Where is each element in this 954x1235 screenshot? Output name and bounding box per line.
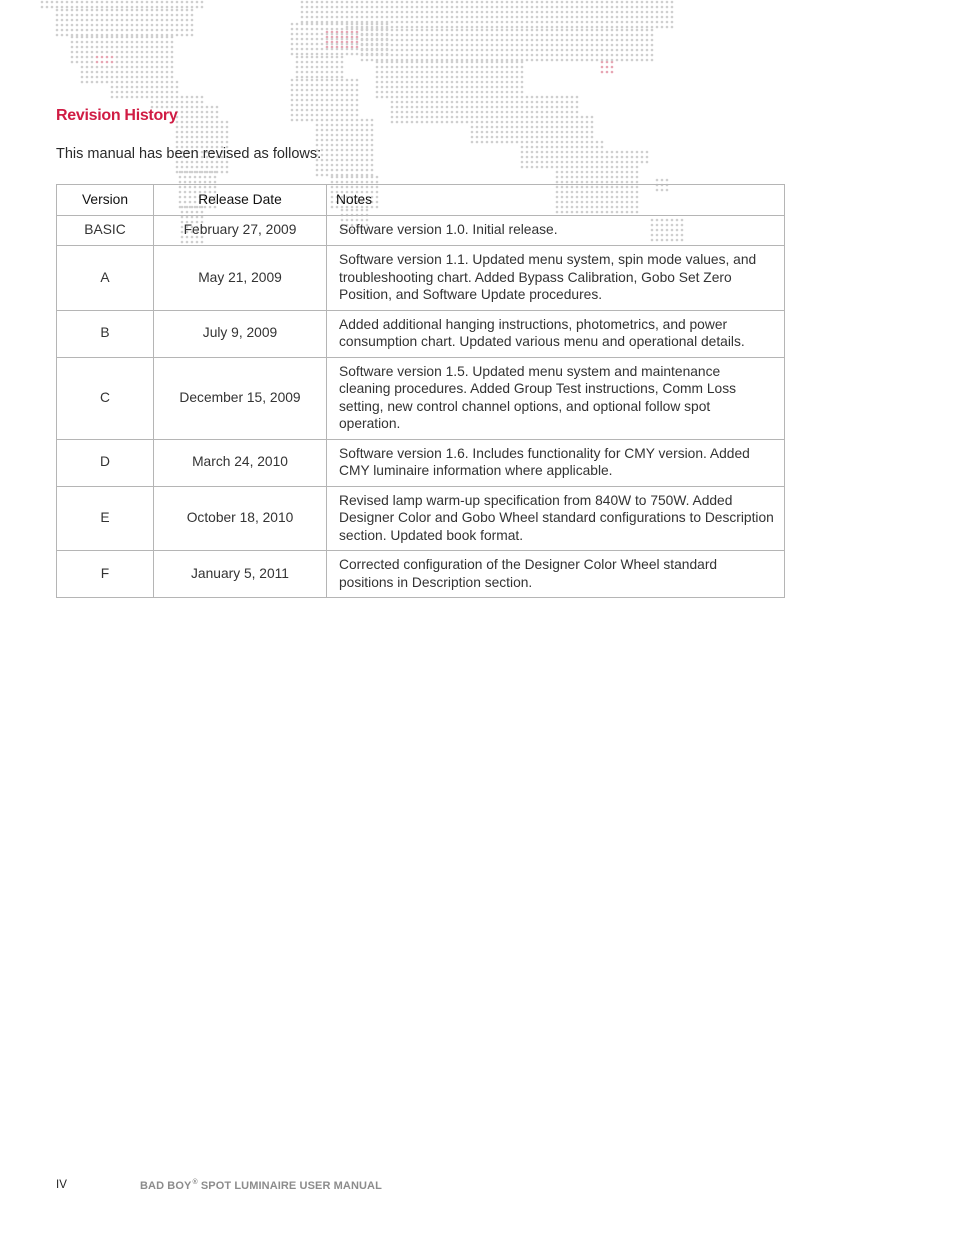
table-row (57, 246, 785, 311)
cell-date: July 9, 2009 (154, 310, 327, 357)
manual-title-rest: SPOT LUMINAIRE USER MANUAL (197, 1180, 382, 1192)
manual-title-brand: BAD BOY (140, 1180, 192, 1192)
cell-date: March 24, 2010 (154, 439, 327, 486)
cell-notes: Software version 1.1. Updated menu system, spin mode values, and troubleshooting chart. Added Bypass Calibration, Gobo Set Zero Position, and Software Update procedures. (327, 246, 785, 311)
cell-version: A (57, 246, 154, 311)
cell-version: C (57, 357, 154, 439)
cell-date: May 21, 2009 (154, 246, 327, 311)
page-number: IV (56, 1179, 67, 1191)
cell-notes: Added additional hanging instructions, photometrics, and power consumption chart. Updated various menu and operational details. (327, 310, 785, 357)
table-header-row (57, 185, 785, 216)
cell-notes: Software version 1.6. Includes functionality for CMY version. Added CMY luminaire information where applicable. (327, 439, 785, 486)
intro-text: This manual has been revised as follows: (56, 146, 322, 162)
header-version: Version (57, 185, 154, 216)
manual-title (140, 1179, 382, 1192)
cell-notes: Corrected configuration of the Designer Color Wheel standard positions in Description section. (327, 551, 785, 598)
header-notes: Notes (327, 185, 785, 216)
table-row (57, 216, 785, 246)
cell-notes: Software version 1.5. Updated menu system and maintenance cleaning procedures. Added Group Test instructions, Comm Loss setting, new control channel options, and optional follow spot operation. (327, 357, 785, 439)
cell-notes: Software version 1.0. Initial release. (327, 216, 785, 246)
cell-version: E (57, 486, 154, 551)
table-row (57, 551, 785, 598)
section-heading: Revision History (56, 107, 178, 124)
cell-date: January 5, 2011 (154, 551, 327, 598)
table-row (57, 357, 785, 439)
revision-table (56, 184, 785, 598)
header-release-date: Release Date (154, 185, 327, 216)
cell-version: B (57, 310, 154, 357)
cell-date: February 27, 2009 (154, 216, 327, 246)
table-row (57, 310, 785, 357)
cell-notes: Revised lamp warm-up specification from 840W to 750W. Added Designer Color and Gobo Wheel standard configurations to Description section. Updated book format. (327, 486, 785, 551)
registered-mark: ® (192, 1179, 198, 1186)
cell-date: December 15, 2009 (154, 357, 327, 439)
cell-version: BASIC (57, 216, 154, 246)
table-row (57, 486, 785, 551)
cell-version: D (57, 439, 154, 486)
cell-version: F (57, 551, 154, 598)
cell-date: October 18, 2010 (154, 486, 327, 551)
table-row (57, 439, 785, 486)
